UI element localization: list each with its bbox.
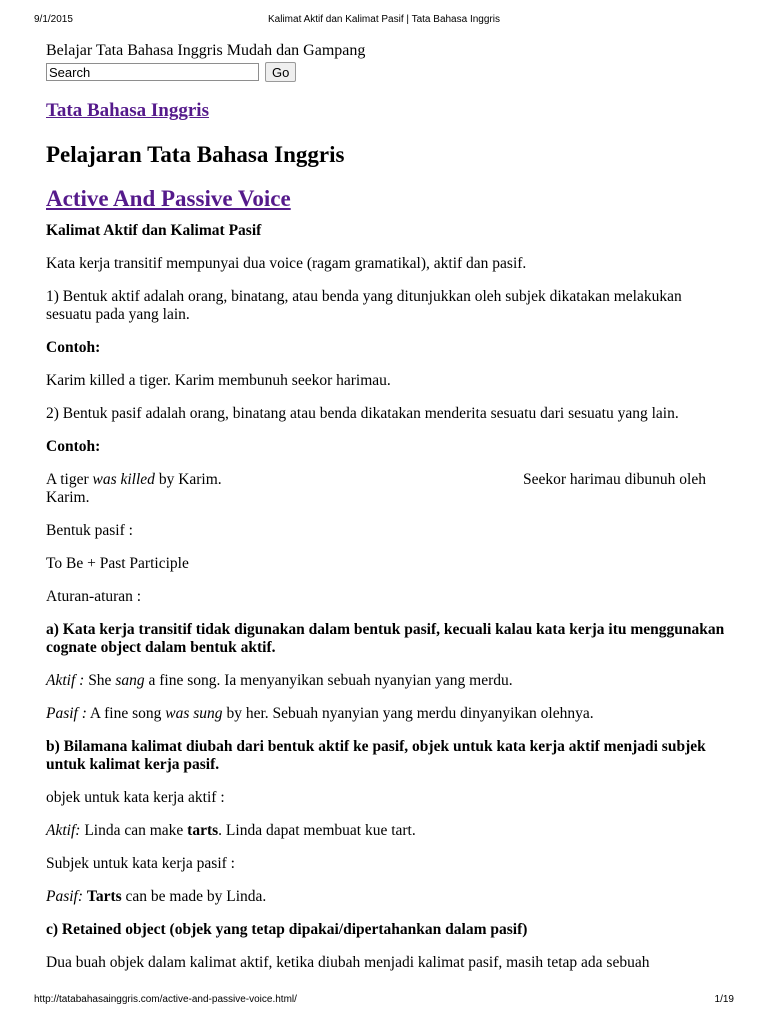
aturan-label: Aturan-aturan : <box>46 588 142 605</box>
search-input[interactable] <box>46 63 259 81</box>
aktif-example-1-verb: sang <box>115 672 145 689</box>
example-2-text-b: by Karim. <box>154 471 222 488</box>
point-1: 1) Bentuk aktif adalah orang, binatang, atau benda yang ditunjukkan oleh subjek dikatakan melakukan sesuatu pada yang lain. <box>46 288 682 323</box>
pasif-example-1-verb: was sung <box>165 705 223 722</box>
blog-title-link[interactable]: Tata Bahasa Inggris <box>46 100 209 121</box>
page-heading: Pelajaran Tata Bahasa Inggris <box>46 142 345 167</box>
print-page-number: 1/19 <box>714 994 734 1005</box>
aktif-label-2: Aktif: <box>46 822 81 839</box>
passive-formula: To Be + Past Participle <box>46 555 189 572</box>
example-2-translation: Seekor harimau dibunuh oleh <box>523 471 706 488</box>
post-title-heading <box>46 186 726 212</box>
pasif-example-2-bold: Tarts <box>86 888 122 905</box>
aktif-example-2 <box>46 822 726 840</box>
article-body <box>46 222 726 972</box>
aktif-label: Aktif : <box>46 672 85 689</box>
aktif-example-1-text-b: a fine song. Ia menyanyikan sebuah nyanyian yang merdu. <box>144 672 513 689</box>
subjek-label: Subjek untuk kata kerja pasif : <box>46 855 235 872</box>
site-tagline: Belajar Tata Bahasa Inggris Mudah dan Gampang <box>46 42 366 59</box>
rule-b: b) Bilamana kalimat diubah dari bentuk aktif ke pasif, objek untuk kata kerja aktif menjadi subjek untuk kalimat kerja pasif. <box>46 738 706 773</box>
objek-label: objek untuk kata kerja aktif : <box>46 789 225 806</box>
aktif-example-1-text: She <box>84 672 116 689</box>
post-title-link[interactable]: Active And Passive Voice <box>46 186 291 211</box>
rule-c: c) Retained object (objek yang tetap dipakai/dipertahankan dalam pasif) <box>46 921 528 938</box>
example-1: Karim killed a tiger. Karim membunuh seekor harimau. <box>46 372 391 389</box>
example-2-text: A tiger <box>46 471 93 488</box>
print-url: http://tatabahasainggris.com/active-and-passive-voice.html/ <box>34 994 297 1005</box>
pasif-label: Pasif : <box>46 705 87 722</box>
contoh-label-2: Contoh: <box>46 438 101 455</box>
bentuk-pasif-label: Bentuk pasif : <box>46 522 133 539</box>
example-2-verb: was killed <box>92 471 155 488</box>
pasif-example-2 <box>46 888 726 906</box>
aktif-example-2-bold: tarts <box>187 822 219 839</box>
pasif-example-1-text-b: by her. Sebuah nyanyian yang merdu dinyanyikan olehnya. <box>222 705 594 722</box>
pasif-example-1-text: A fine song <box>86 705 166 722</box>
article-heading: Kalimat Aktif dan Kalimat Pasif <box>46 222 262 239</box>
intro-paragraph: Kata kerja transitif mempunyai dua voice (ragam gramatikal), aktif dan pasif. <box>46 255 527 272</box>
pasif-example-2-text: can be made by Linda. <box>121 888 267 905</box>
print-document-title: Kalimat Aktif dan Kalimat Pasif | Tata Bahasa Inggris <box>268 14 500 25</box>
page-content <box>46 42 726 987</box>
aktif-example-1 <box>46 672 726 690</box>
pasif-example-1 <box>46 705 726 723</box>
aktif-example-2-text: Linda can make <box>80 822 188 839</box>
point-2: 2) Bentuk pasif adalah orang, binatang atau benda dikatakan menderita sesuatu dari sesuatu yang lain. <box>46 405 679 422</box>
last-line: Dua buah objek dalam kalimat aktif, ketika diubah menjadi kalimat pasif, masih tetap ada sebuah <box>46 954 650 971</box>
print-date: 9/1/2015 <box>34 14 73 25</box>
contoh-label: Contoh: <box>46 339 101 356</box>
example-2-translation-cont: Karim. <box>46 489 90 506</box>
pasif-label-2: Pasif: <box>46 888 84 905</box>
aktif-example-2-text-b: . Linda dapat membuat kue tart. <box>218 822 416 839</box>
example-2 <box>46 471 726 507</box>
search-form <box>46 61 726 83</box>
rule-a: a) Kata kerja transitif tidak digunakan dalam bentuk pasif, kecuali kalau kata kerja itu menggunakan cognate object dalam bentuk aktif. <box>46 621 725 656</box>
go-button[interactable]: Go <box>265 62 296 82</box>
